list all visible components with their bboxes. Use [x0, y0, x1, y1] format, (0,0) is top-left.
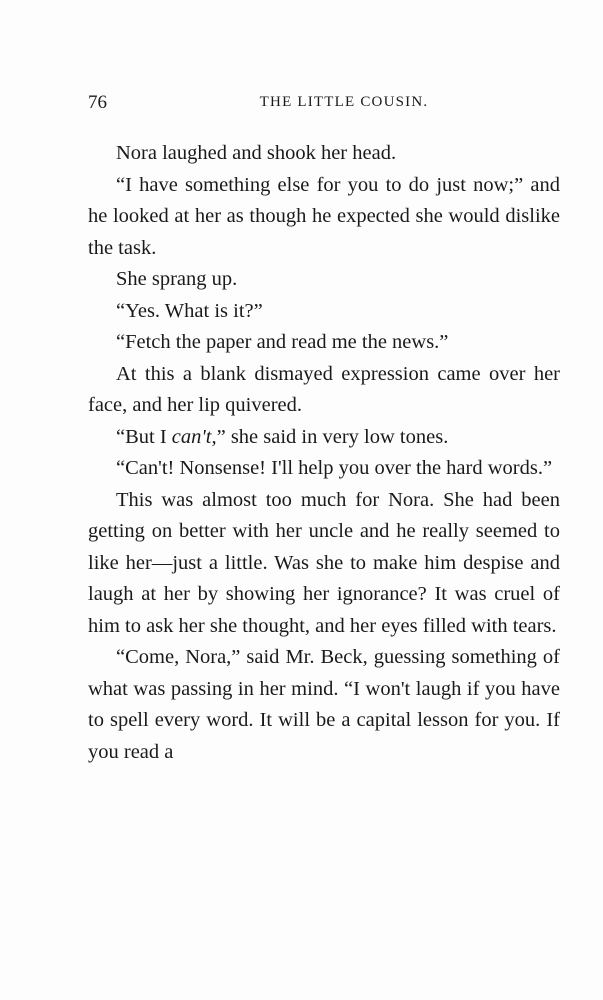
paragraph-9: This was almost too much for Nora. She had been getting on better with her uncle and he really seemed to like her—just a little. Was she to make him despise and laugh at her by showing her ignorance? It was cruel of him to ask her she thought, and her eyes filled with tears. — [88, 488, 560, 637]
paragraph-1: Nora laughed and shook her head. — [116, 142, 397, 164]
paragraph-8: “Can't! Nonsense! I'll help you over the hard words.” — [116, 457, 553, 479]
paragraph-3: She sprang up. — [116, 268, 238, 290]
paragraph-6: At this a blank dismayed expression came over her face, and her lip quivered. — [88, 362, 560, 416]
running-title: THE LITTLE COUSIN. — [259, 94, 429, 110]
body-text — [88, 138, 560, 768]
paragraph-7-before: “But I — [116, 425, 172, 448]
paragraph-7 — [88, 422, 560, 454]
paragraph-5: “Fetch the paper and read me the news.” — [116, 331, 449, 353]
paragraph-10: “Come, Nora,” said Mr. Beck, guessing something of what was passing in her mind. “I won't laugh if you have to spell every word. It will be a capital lesson for you. If you read a — [88, 646, 560, 763]
paragraph-4: “Yes. What is it?” — [116, 299, 263, 322]
paragraph-2: “I have something else for you to do just now;” and he looked at her as though he expected she would dislike the task. — [88, 173, 560, 259]
running-head — [88, 92, 560, 118]
paragraph-7-after: ” she said in very low tones. — [216, 425, 449, 448]
page-number: 76 — [88, 92, 107, 113]
paragraph-7-italic: can't, — [171, 425, 217, 448]
